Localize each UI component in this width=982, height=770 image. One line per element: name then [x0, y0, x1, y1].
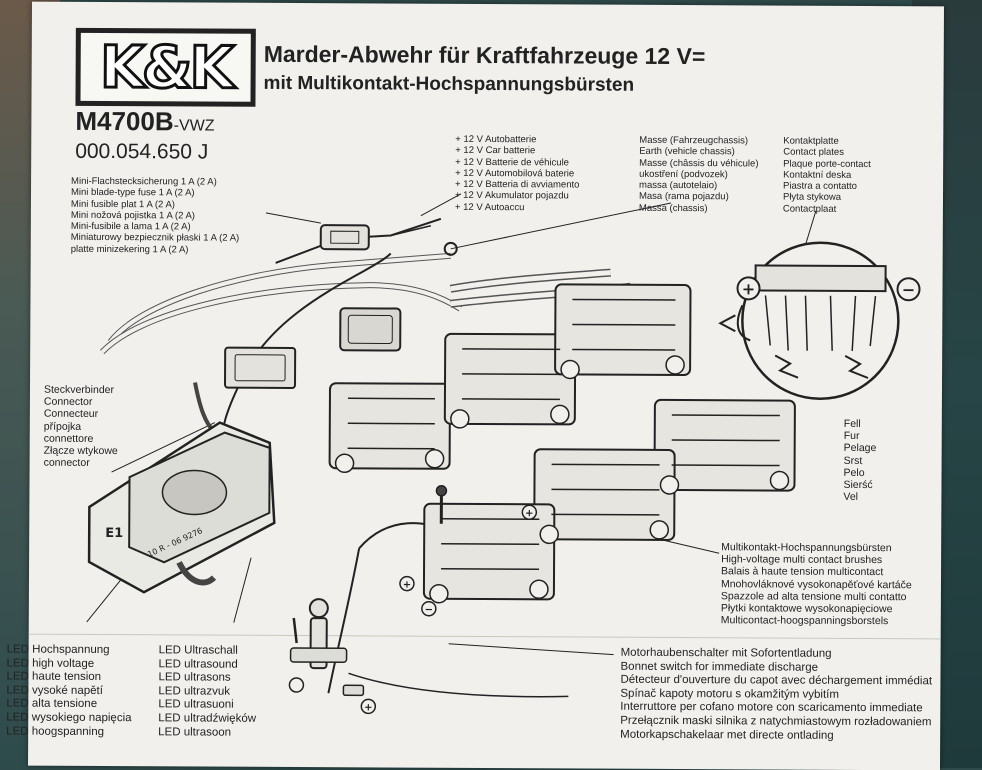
battery-label: + 12 V Batteria di avviamento [455, 179, 580, 191]
contact-plate-label-block [783, 136, 871, 216]
fuse-label: Mini-fusibile a lama 1 A (2 A) [70, 221, 191, 233]
model-name-main: M4700B [75, 105, 174, 137]
ground-label: Masa (rama pojazdu) [638, 191, 729, 203]
led-us-label: LED Ultraschall [158, 644, 238, 657]
led-hv-label: LED Hochspannung [6, 643, 110, 657]
fur-label: Sierść [843, 478, 873, 492]
connector-label: Złącze wtykowe [43, 444, 118, 458]
fuse-label: platte minizekering 1 A (2 A) [70, 243, 189, 256]
contact-plate-label: Contact plates [783, 146, 844, 159]
bonnet-switch-label: Motorkapschakelaar met directe ontlading [620, 728, 834, 742]
connector-label: Steckverbinder [43, 383, 115, 397]
contact-plate-label: Kontaktní deska [783, 169, 852, 181]
fuse-label: Mini-Flachstecksicherung 1 A (2 A) [71, 175, 217, 188]
connector-label: přípojka [43, 420, 82, 433]
fuse-label: Mini fusible plat 1 A (2 A) [70, 198, 176, 210]
contact-plate-label: Kontaktplatte [783, 135, 839, 147]
device-serial: 10 R - 06 9276 [146, 526, 204, 560]
led-us-label: LED ultrasuoni [158, 698, 234, 712]
part-number: 000.054.650 J [75, 139, 209, 164]
plus-sign-small: + [525, 508, 534, 520]
bonnet-switch-label: Przełącznik maski silnika z natychmiastowym rozładowaniem [620, 714, 932, 729]
brush-label: High-voltage multi contact brushes [721, 553, 883, 567]
fur-label-block [843, 418, 876, 504]
battery-label: + 12 V Autobatterie [455, 133, 537, 146]
connector-label: connettore [43, 432, 94, 445]
led-us-label: LED ultrasound [158, 657, 238, 671]
fuse-label-block [71, 176, 240, 256]
fur-label: Pelage [843, 442, 877, 455]
bonnet-switch-label-block [620, 647, 932, 744]
fur-label: Fell [843, 417, 861, 430]
fur-label: Pelo [843, 466, 865, 479]
ground-label: massa (autotelaio) [639, 179, 718, 192]
contact-plate-label: Piastra a contatto [783, 180, 858, 193]
connector-label: Connector [43, 395, 93, 409]
brush-label: Płytki kontaktowe wysokonapięciowe [720, 602, 893, 616]
device-e1-label: E1 [105, 526, 124, 542]
bonnet-switch-label: Motorhaubenschalter mit Sofortentladung [620, 646, 832, 660]
model-name-suffix: -VWZ [173, 117, 215, 135]
led-hv-label: LED wysokiego napięcia [6, 711, 132, 725]
brush-label: Multicontact-hoogspanningsborstels [720, 614, 889, 628]
battery-label: + 12 V Automobilová baterie [455, 167, 575, 180]
ground-label-block [639, 135, 759, 215]
ground-label: Masse (châssis du véhicule) [639, 157, 759, 170]
led-us-label: LED ultradźwięków [158, 712, 257, 725]
bonnet-switch-label: Bonnet switch for immediate discharge [620, 660, 819, 674]
brush-label: Mnohovláknové vysokonapěťové kartáče [720, 577, 912, 591]
brush-label: Spazzole ad alta tensione multi contatto [720, 590, 907, 604]
led-hv-label: LED high voltage [6, 657, 95, 670]
led-us-label: LED ultrasoon [158, 725, 232, 739]
instruction-sheet [6, 2, 944, 770]
page-title: Marder-Abwehr für Kraftfahrzeuge 12 V= [263, 40, 706, 70]
plus-sign-switch: + [364, 702, 373, 714]
brand-logo-text: K&K [99, 32, 232, 102]
bonnet-switch-label: Spínač kapoty motoru s okamžitým vybitím [620, 687, 839, 701]
fuse-label: Miniaturowy bezpiecznik płaski 1 A (2 A) [70, 232, 240, 245]
led-hv-label: LED haute tension [6, 670, 102, 684]
ground-label: Earth (vehicle chassis) [639, 146, 735, 158]
page-subtitle: mit Multikontakt-Hochspannungsbürsten [263, 72, 635, 96]
led-us-label: LED ultrazvuk [158, 685, 231, 698]
fur-label: Fur [843, 430, 860, 443]
minus-sign: − [901, 280, 916, 300]
battery-label: + 12 V Car batterie [455, 145, 536, 157]
led-us-label-block [158, 644, 256, 740]
fuse-label: Mini nožová pojistka 1 A (2 A) [70, 209, 196, 222]
plus-sign-small-2: + [402, 579, 412, 591]
bonnet-switch-label: Détecteur d'ouverture du capot avec déchargement immédiat [620, 673, 933, 688]
connector-label: Connecteur [43, 408, 99, 421]
led-hv-label-block [6, 643, 132, 739]
led-hv-label: LED hoogspanning [6, 725, 105, 738]
led-hv-label: LED vysoké napětí [6, 684, 103, 697]
brush-label: Balais à haute tension multicontact [720, 565, 884, 579]
connector-label: connector [43, 456, 90, 470]
contact-plate-label: Płyta stykowa [782, 192, 842, 204]
fur-label: Srst [843, 454, 863, 467]
led-hv-label: LED alta tensione [6, 697, 98, 711]
connector-label-block [44, 384, 119, 470]
brush-label-block [721, 541, 912, 627]
bonnet-switch-label: Interruttore per cofano motore con scaricamento immediate [620, 701, 923, 715]
plus-sign: + [741, 279, 756, 299]
contact-plate-label: Contactplaat [782, 203, 837, 215]
battery-label: + 12 V Batterie de véhicule [455, 156, 570, 169]
battery-label: + 12 V Autoaccu [454, 201, 525, 213]
led-us-label: LED ultrasons [158, 671, 231, 684]
fuse-label: Mini blade-type fuse 1 A (2 A) [70, 187, 195, 199]
battery-label-block [455, 134, 580, 214]
battery-label: + 12 V Akumulator pojazdu [454, 190, 569, 202]
brush-label: Multikontakt-Hochspannungsbürsten [721, 541, 892, 555]
minus-sign-small: − [424, 604, 434, 616]
ground-label: Masse (Fahrzeugchassis) [639, 134, 749, 147]
ground-label: ukostření (podvozek) [639, 168, 728, 181]
fur-label: Vel [843, 491, 859, 504]
ground-label: Massa (chassis) [638, 202, 708, 214]
contact-plate-label: Plaque porte-contact [783, 158, 871, 170]
